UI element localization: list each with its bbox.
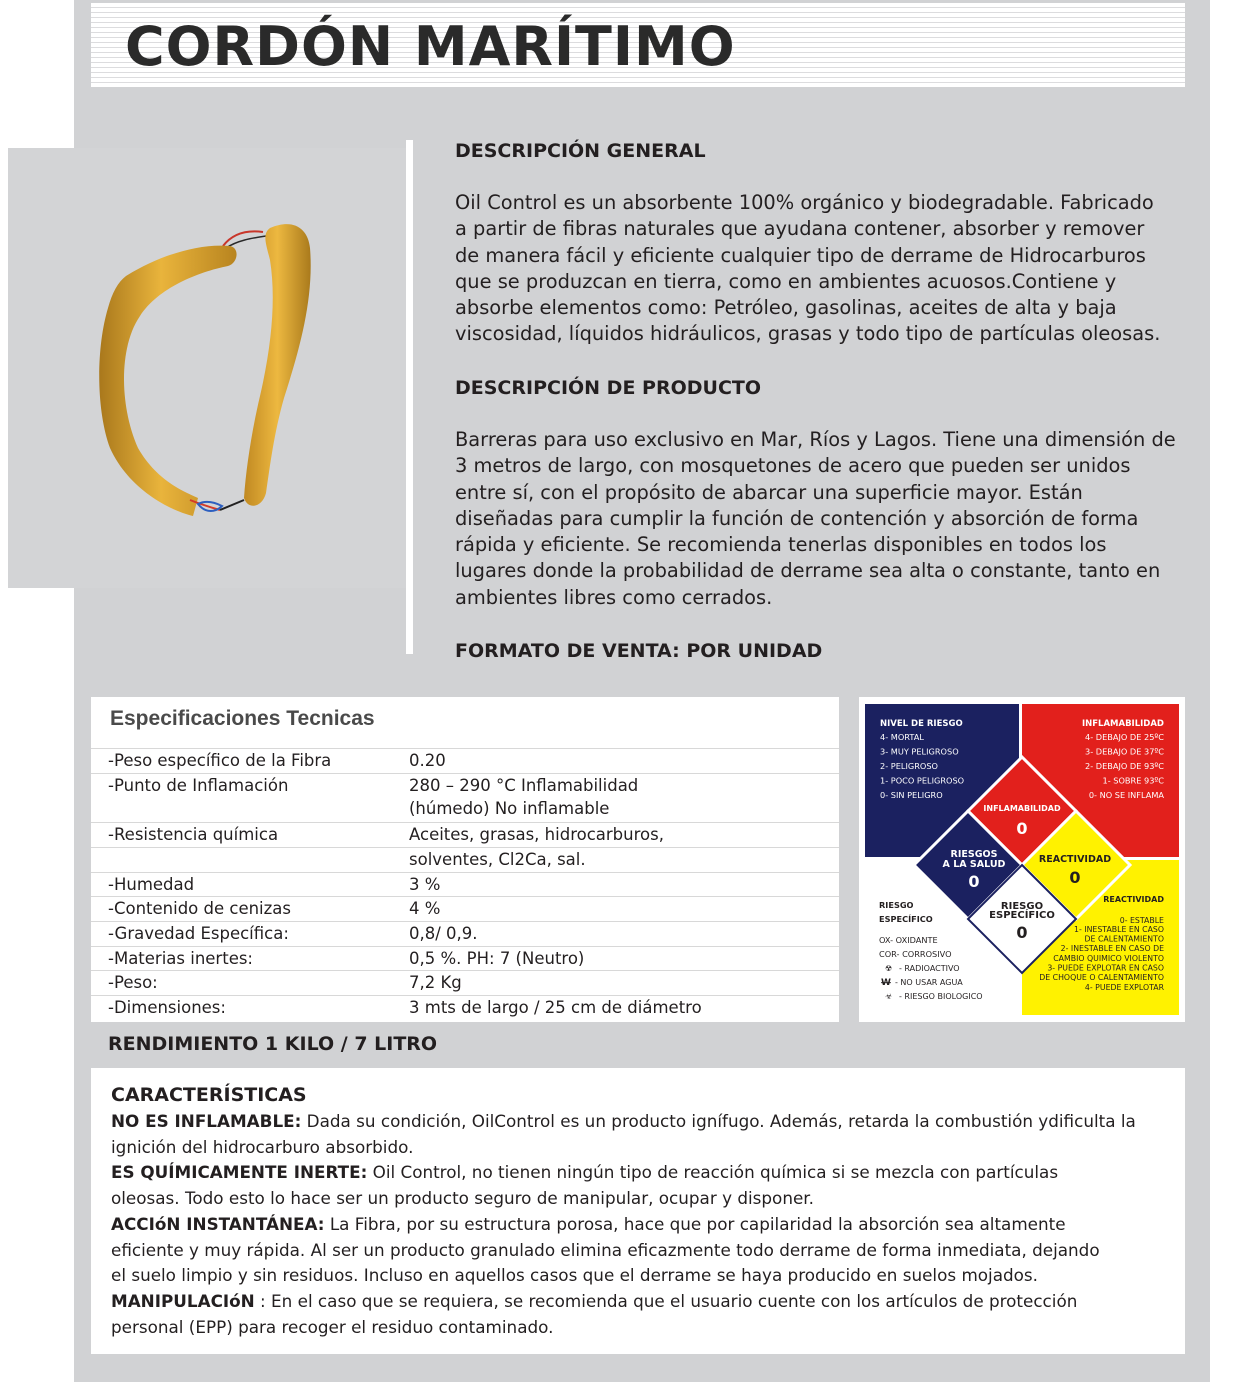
nfpa-white-line: COR- CORROSIVO — [879, 949, 952, 959]
product-line: lugares donde la probabilidad de derrame sea alta o constante, tanto en — [455, 559, 1161, 583]
special-label: ESPECÍFICO — [989, 910, 1055, 921]
list-item-cont: oleosas. Todo esto lo hace ser un producto seguro de manipular, ocupar y disponer. — [111, 1188, 814, 1209]
list-item-cont: personal (EPP) para recoger el residuo contaminado. — [111, 1316, 554, 1337]
rendimiento: RENDIMIENTO 1 KILO / 7 LITRO — [108, 1033, 438, 1055]
nfpa-yellow-line: 3- PUEDE EXPLOTAR EN CASO — [1047, 963, 1164, 973]
list-item: ACCIóN INSTANTÁNEA: La Fibra, por su estructura porosa, hace que por capilaridad la absorción sea altamente — [111, 1213, 1066, 1234]
table-row: -Materias inertes: 0,5 %. PH: 7 (Neutro) — [91, 946, 839, 972]
product-heading: DESCRIPCIÓN DE PRODUCTO — [455, 377, 762, 399]
health-label: RIESGOS — [950, 849, 998, 860]
reactivity-label: REACTIVIDAD — [1038, 854, 1112, 865]
table-row: -Peso: 7,2 Kg — [91, 970, 839, 996]
list-item: MANIPULACIóN : En el caso que se requiera, se recomienda que el usuario cuente con los artículos de protección — [111, 1290, 1078, 1311]
nfpa-blue-line: 4- MORTAL — [880, 732, 924, 742]
specs-title: Especificaciones Tecnicas — [110, 707, 375, 730]
product-line: entre sí, con el propósito de abarcar una superficie mayor. Están — [455, 480, 1083, 504]
nfpa-diamond-svg — [859, 697, 1185, 1022]
caracteristicas-box — [91, 1068, 1185, 1354]
table-row: -Resistencia química Aceites, grasas, hidrocarburos, — [91, 822, 839, 848]
product-photo — [8, 148, 406, 588]
nfpa-white-line: - NO USAR AGUA — [895, 978, 963, 987]
nfpa-yellow-line: 2- INESTABLE EN CASO DE — [1060, 944, 1164, 953]
general-text — [455, 190, 1185, 348]
biohazard-icon: ☣ — [885, 992, 893, 1001]
general-line: a partir de fibras naturales que ayudana contener, absorber y remover — [455, 217, 1145, 241]
nfpa-white-title: RIESGO — [879, 900, 914, 910]
special-label: RIESGO — [1000, 901, 1044, 912]
table-row: solventes, Cl2Ca, sal. — [91, 847, 839, 873]
product-line: rápida y eficiente. Se recomienda tenerlas disponibles en todos los — [455, 533, 1107, 557]
nfpa-red-line: 2- DEBAJO DE 93ºC — [1085, 761, 1164, 771]
nfpa-hazard-diagram — [859, 697, 1185, 1022]
sale-format: FORMATO DE VENTA: POR UNIDAD — [455, 640, 823, 662]
list-item-cont: ignición del hidrocarburo absorbido. — [111, 1136, 414, 1157]
product-line: 3 metros de largo, con mosquetones de acero que pueden ser unidos — [455, 454, 1131, 478]
product-line: ambientes libres como cerrados. — [455, 585, 773, 609]
general-line: viscosidad, líquidos hidráulicos, grasas y todo tipo de partículas oleosas. — [455, 322, 1161, 346]
table-row: -Peso específico de la Fibra 0.20 — [91, 748, 839, 774]
general-line: que se produzcan en tierra, como en ambientes acuosos.Contiene y — [455, 269, 1117, 293]
nfpa-blue-line: 2- PELIGROSO — [880, 761, 938, 771]
specs-table — [91, 697, 839, 1022]
list-item-cont: el suelo limpio y sin residuos. Incluso en aquellos casos que el derrame se haya producido en suelos mojados. — [111, 1265, 1038, 1286]
product-line: diseñadas para cumplir la función de contención y absorción de forma — [455, 506, 1139, 530]
nfpa-blue-line: 1- POCO PELIGROSO — [880, 775, 965, 786]
general-line: de manera fácil y eficiente cualquier tipo de derrame de Hidrocarburos — [455, 243, 1146, 267]
flammability-label: INFLAMABILIDAD — [983, 804, 1061, 813]
list-item: NO ES INFLAMABLE: Dada su condición, OilControl es un producto ignífugo. Además, retarda la combustión ydificulta la — [111, 1111, 1136, 1131]
nfpa-white-title: ESPECÍFICO — [879, 914, 933, 924]
nfpa-red-line: 1- SOBRE 93ºC — [1102, 775, 1164, 786]
nfpa-blue-line: 3- MUY PELIGROSO — [880, 746, 959, 757]
special-value: 0 — [1016, 923, 1028, 942]
general-heading: DESCRIPCIÓN GENERAL — [455, 140, 706, 162]
table-row: -Gravedad Específica: 0,8/ 0,9. — [91, 921, 839, 947]
general-line: Oil Control es un absorbente 100% orgánico y biodegradable. Fabricado — [455, 191, 1154, 214]
table-row: -Dimensiones: 3 mts de largo / 25 cm de diámetro — [91, 995, 839, 1021]
product-line: Barreras para uso exclusivo en Mar, Ríos y Lagos. Tiene una dimensión de — [455, 428, 1176, 451]
nfpa-red-line: 3- DEBAJO DE 37ºC — [1085, 746, 1164, 757]
list-item: ES QUÍMICAMENTE INERTE: Oil Control, no tienen ningún tipo de reacción química si se mezcla con partículas — [111, 1162, 1059, 1183]
product-text — [455, 427, 1185, 611]
vertical-divider — [406, 140, 413, 654]
table-row: -Punto de Inflamación 280 – 290 °C Inflamabilidad — [91, 773, 839, 799]
nfpa-yellow-line: 1- INESTABLE EN CASO — [1074, 925, 1164, 934]
nfpa-white-line: OX- OXIDANTE — [879, 935, 938, 945]
nfpa-white-line: - RADIOACTIVO — [899, 964, 960, 973]
nfpa-yellow-line: 4- PUEDE EXPLOTAR — [1084, 983, 1164, 992]
absorbent-boom-illustration — [8, 148, 406, 588]
reactivity-value: 0 — [1069, 868, 1081, 887]
nfpa-red-line: 4- DEBAJO DE 25ºC — [1085, 732, 1164, 742]
nfpa-yellow-line: DE CALENTAMIENTO — [1084, 934, 1164, 944]
nfpa-blue-line: 0- SIN PELIGRO — [880, 790, 943, 800]
radioactive-icon: ☢ — [885, 964, 893, 973]
health-label: A LA SALUD — [942, 859, 1006, 870]
nfpa-yellow-line: 0- ESTABLE — [1119, 916, 1164, 925]
flammability-value: 0 — [1016, 819, 1028, 838]
nfpa-red-line: 0- NO SE INFLAMA — [1088, 790, 1164, 800]
nfpa-red-title: INFLAMABILIDAD — [1081, 719, 1164, 729]
caracteristicas-body — [111, 1109, 1161, 1340]
nfpa-yellow-line: CAMBIO QUIMICO VIOLENTO — [1053, 954, 1164, 963]
no-water-icon: W — [881, 978, 891, 988]
health-value: 0 — [968, 872, 980, 891]
caracteristicas-title: CARACTERÍSTICAS — [111, 1084, 307, 1106]
table-row: -Contenido de cenizas 4 % — [91, 896, 839, 922]
nfpa-blue-title: NIVEL DE RIESGO — [880, 719, 963, 729]
table-row: (húmedo) No inflamable — [409, 799, 610, 819]
general-line: absorbe elementos como: Petróleo, gasolinas, aceites de alta y baja — [455, 296, 1117, 320]
title-band — [91, 3, 1185, 87]
nfpa-yellow-title: REACTIVIDAD — [1103, 895, 1164, 904]
nfpa-white-line: - RIESGO BIOLOGICO — [899, 992, 983, 1001]
list-item-cont: eficiente y muy rápida. Al ser un producto granulado elimina eficazmente todo derrame de forma inmediata, dejando — [111, 1239, 1100, 1260]
page-title: CORDÓN MARÍTIMO — [125, 15, 736, 78]
table-row: -Humedad 3 % — [91, 872, 839, 898]
nfpa-yellow-line: DE CHOQUE O CALENTAMIENTO — [1039, 973, 1164, 982]
